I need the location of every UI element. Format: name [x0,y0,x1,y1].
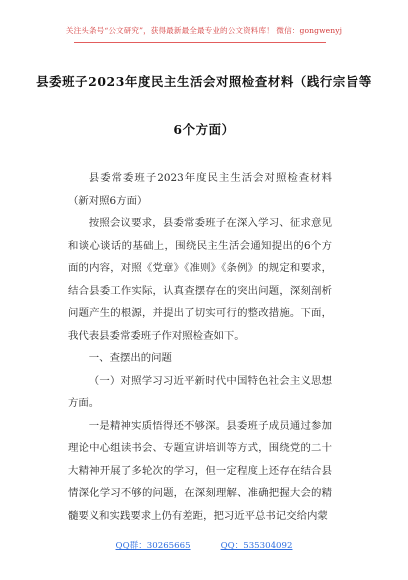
header-divider [74,42,326,43]
intro-paragraph: 按照会议要求，县委常委班子在深入学习、征求意见和谈心谈话的基础上，围绕民主生活会通知提出的6个方面的内容，对照《党章》《准则》《条例》的规定和要求，结合县委工作实际，认真查摆存在的突出问题，深刻剖析问题产生的根源，并提出了切实可行的整改措施。下面，我代表县委常委班子作对照检查如下。 [68,217,332,342]
subtitle-paragraph: 县委常委班子2023年度民主生活会对照检查材料（新对照6方面） [68,172,332,207]
header-banner: 关注头条号“公文研究”，获得最新最全最专业的公文资料库！ 微信：gongwenyj [65,26,343,35]
subsection-heading: （一）对照学习习近平新时代中国特色社会主义思想方面。 [68,374,332,409]
document-body [68,167,332,527]
qq-group-link[interactable]: QQ群：30265665 [115,541,191,551]
section-heading: 一、查摆出的问题 [88,352,172,364]
content-paragraph: 一是精神实质悟得还不够深。县委班子成员通过参加理论中心组读书会、专题宣讲培训等方式，围绕党的二十大精神开展了多轮次的学习，但一定程度上还存在结合县情深化学习不够的问题，在深刻理解、准确把握大会的精髓要义和实践要求上仍有差距，把习近平总书记交给内蒙 [68,419,332,522]
document-title-line-1: 县委班子2023年度民主生活会对照检查材料（践行宗旨等 [36,74,372,89]
footer-contact [0,539,408,551]
document-title-line-2: 6个方面） [173,122,235,137]
qq-contact-link[interactable]: QQ：535304092 [220,541,293,551]
